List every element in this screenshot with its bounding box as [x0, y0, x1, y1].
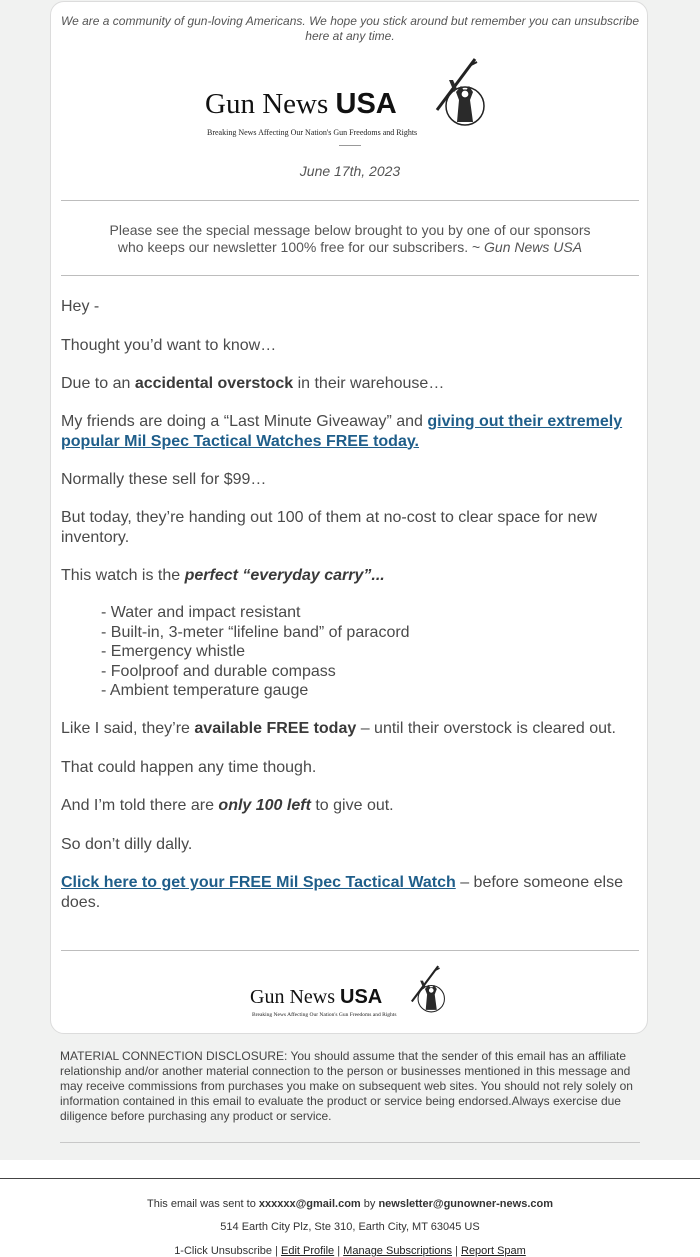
- email-footer: [0, 1160, 700, 1257]
- greeting: Hey -: [61, 298, 100, 315]
- text: Due to an: [61, 375, 135, 392]
- emphasis-text: perfect “everyday carry”...: [184, 567, 385, 584]
- separator: |: [452, 1245, 461, 1257]
- text: to give out.: [310, 797, 394, 814]
- sponsor-message: [70, 222, 630, 256]
- text: in their warehouse…: [293, 375, 445, 392]
- paragraph: Normally these sell for $99…: [61, 471, 267, 488]
- text: This email was sent to: [147, 1198, 259, 1210]
- logo-title: [250, 986, 382, 1009]
- email-date: June 17th, 2023: [299, 163, 401, 179]
- paragraph: That could happen any time though.: [61, 759, 317, 776]
- sponsor-line-2: [70, 239, 630, 256]
- recipient-email: xxxxxx@gmail.com: [258, 1198, 361, 1210]
- unsubscribe-link[interactable]: 1-Click Unsubscribe: [174, 1245, 272, 1257]
- list-item: - Built-in, 3-meter “lifeline band” of paracord: [101, 623, 410, 641]
- paragraph: [61, 374, 641, 394]
- text: This watch is the: [61, 567, 185, 584]
- sponsor-line-1: Please see the special message below brought to you by one of our sponsors: [109, 222, 591, 238]
- sent-to-line: [0, 1198, 700, 1210]
- text: – until their overstock is cleared out.: [356, 720, 616, 737]
- statue-of-liberty-rifle-icon: [402, 964, 448, 1014]
- divider: [61, 200, 639, 201]
- emphasis-text: only 100 left: [218, 797, 311, 814]
- paragraph: But today, they’re handing out 100 of them at no-cost to clear space for new inventory.: [61, 509, 598, 546]
- paragraph: [61, 566, 641, 586]
- logo-title-main: Gun News: [205, 88, 336, 120]
- footer-links: [0, 1245, 700, 1257]
- emphasis-text: accidental overstock: [134, 375, 294, 392]
- text: My friends are doing a “Last Minute Giveaway” and: [61, 413, 428, 430]
- list-item: - Emergency whistle: [101, 643, 246, 660]
- logo-title: [205, 88, 397, 121]
- header-logo: [0, 56, 700, 146]
- divider: [60, 1142, 640, 1143]
- offer-link[interactable]: giving out their extremely popular Mil Spec Tactical Watches FREE today.: [61, 413, 623, 450]
- logo-title-main: Gun News: [250, 986, 340, 1008]
- sender-email: newsletter@gunowner-news.com: [378, 1198, 553, 1210]
- manage-subscriptions-link[interactable]: Manage Subscriptions: [343, 1245, 453, 1257]
- sponsor-line-2-text: who keeps our newsletter 100% free for our subscribers. ~: [117, 239, 485, 255]
- list-item: - Ambient temperature gauge: [101, 682, 309, 699]
- emphasis-text: available FREE today: [194, 720, 357, 737]
- text: And I’m told there are: [61, 797, 219, 814]
- paragraph: [61, 412, 641, 451]
- footer-divider: [0, 1178, 700, 1179]
- divider: [61, 950, 639, 951]
- text: by: [360, 1198, 379, 1210]
- edit-profile-link[interactable]: Edit Profile: [280, 1245, 335, 1257]
- logo-tagline: Breaking News Affecting Our Nation's Gun Freedoms and Rights: [252, 1012, 397, 1018]
- logo-divider: [339, 145, 361, 146]
- paragraph: [61, 719, 641, 739]
- text: – before someone else does.: [61, 874, 623, 911]
- logo-title-usa: USA: [335, 88, 397, 120]
- logo-title-usa: USA: [340, 986, 383, 1008]
- footer-logo: [0, 964, 700, 1027]
- separator: |: [272, 1245, 281, 1257]
- separator: |: [334, 1245, 344, 1257]
- paragraph: [61, 796, 641, 816]
- sponsor-signature: Gun News USA: [484, 239, 583, 255]
- paragraph: So don’t dilly dally.: [61, 836, 193, 853]
- claim-watch-link[interactable]: Click here to get your FREE Mil Spec Tactical Watch: [61, 874, 456, 891]
- divider: [61, 275, 639, 276]
- feature-list: [101, 603, 410, 701]
- list-item: - Foolproof and durable compass: [101, 662, 336, 680]
- logo-tagline: Breaking News Affecting Our Nation's Gun Freedoms and Rights: [207, 128, 418, 137]
- material-disclosure: MATERIAL CONNECTION DISCLOSURE: You should assume that the sender of this email has an affiliate relationship and/or another material connection to the person or businesses mentioned in this message and may receive commissions from purchases you make on subsequent web sites. You should not rely solely on information contained in this email to evaluate the product or service being endorsed.Always exercise due diligence before purchasing any product or service.: [60, 1049, 633, 1123]
- list-item: - Water and impact resistant: [101, 604, 301, 621]
- postal-address: 514 Earth City Plz, Ste 310, Earth City, MT 63045 US: [220, 1221, 480, 1233]
- text: Like I said, they’re: [61, 720, 195, 737]
- intro-text: We are a community of gun-loving Americans. We hope you stick around but remember you can unsubscribe here at any time.: [60, 14, 640, 43]
- paragraph: Thought you’d want to know…: [61, 337, 277, 354]
- paragraph: [61, 873, 641, 912]
- report-spam-link[interactable]: Report Spam: [461, 1245, 526, 1257]
- statue-of-liberty-rifle-icon: [423, 56, 489, 128]
